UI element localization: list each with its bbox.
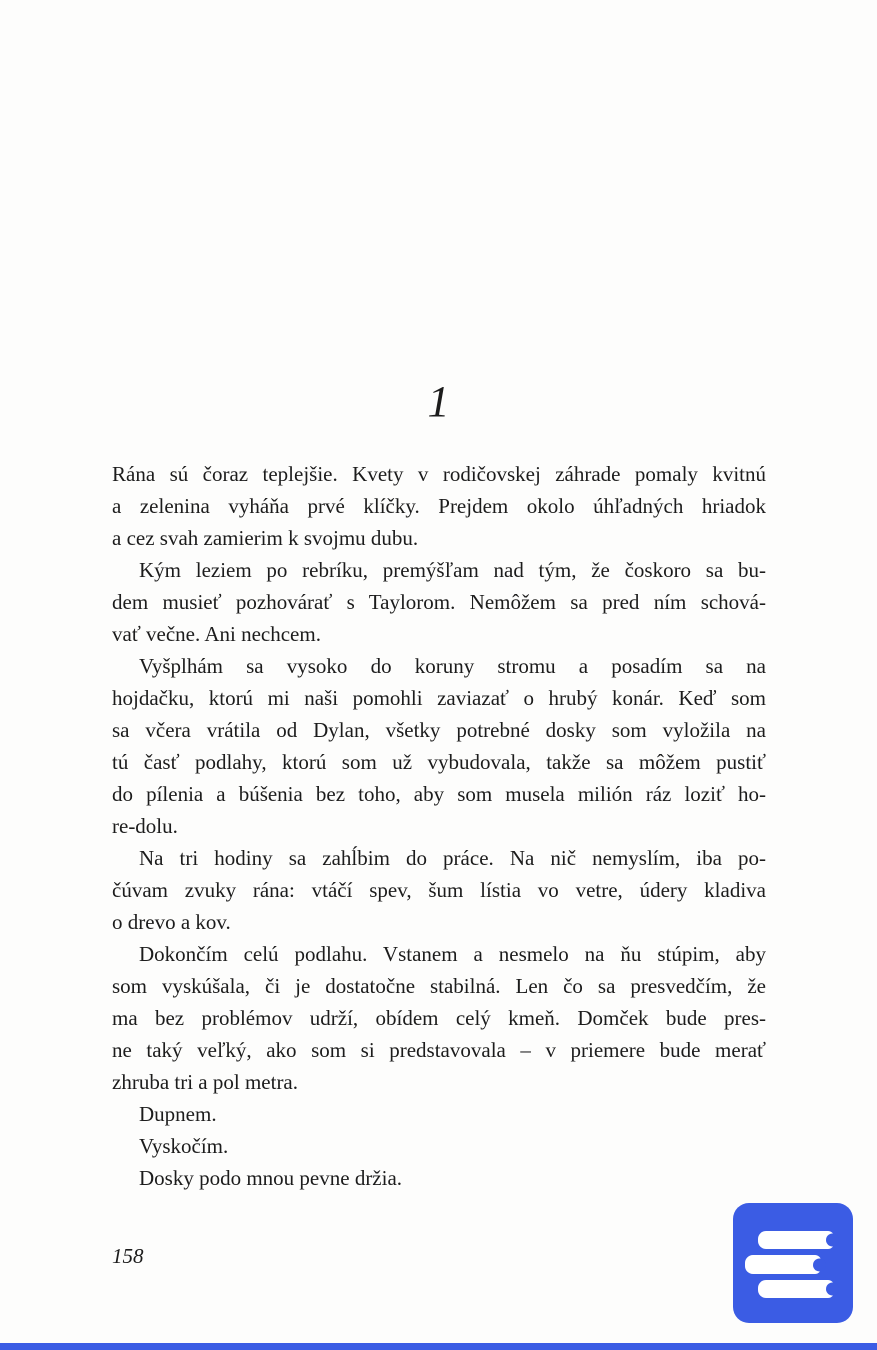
text-line: čúvam zvuky rána: vtáčí spev, šum lístia vo vetre, údery kladiva <box>112 878 766 902</box>
progress-bar <box>0 1343 877 1350</box>
text-line: Vyskočím. <box>139 1134 229 1158</box>
paragraph <box>112 650 766 842</box>
text-line: Dokončím celú podlahu. Vstanem a nesmelo na ňu stúpim, aby <box>139 942 766 966</box>
text-line: do pílenia a búšenia bez toho, aby som musela milión ráz loziť ho- <box>112 782 766 806</box>
text-line: Dupnem. <box>139 1102 217 1126</box>
publisher-logo[interactable] <box>733 1203 853 1323</box>
text-line: Dosky podo mnou pevne držia. <box>139 1166 403 1190</box>
paragraph <box>112 842 766 938</box>
text-line: ne taký veľký, ako som si predstavovala – v priemere bude merať <box>112 1038 766 1062</box>
paragraph <box>112 458 766 554</box>
text-line: o drevo a kov. <box>112 910 231 934</box>
text-line: re-dolu. <box>112 814 178 838</box>
text-line: Rána sú čoraz teplejšie. Kvety v rodičovskej záhrade pomaly kvitnú <box>112 462 766 486</box>
page-number: 158 <box>112 1244 144 1268</box>
paragraph <box>112 554 766 650</box>
text-line: a cez svah zamierim k svojmu dubu. <box>112 526 419 550</box>
paragraph <box>112 1162 766 1194</box>
text-line: Kým leziem po rebríku, premýšľam nad tým, že čoskoro sa bu- <box>139 558 766 582</box>
text-line: sa včera vrátila od Dylan, všetky potrebné dosky som vyložila na <box>112 718 766 742</box>
text-line: hojdačku, ktorú mi naši pomohli zaviazať o hrubý konár. Keď som <box>112 686 766 710</box>
text-line: som vyskúšala, či je dostatočne stabilná. Len čo sa presvedčím, že <box>112 974 766 998</box>
text-line: Vyšplhám sa vysoko do koruny stromu a posadím sa na <box>139 654 766 678</box>
books-stack-icon <box>745 1255 821 1274</box>
text-line: Na tri hodiny sa zahĺbim do práce. Na nič nemyslím, iba po- <box>139 846 766 870</box>
chapter-number: 1 <box>427 377 451 426</box>
books-stack-icon <box>758 1280 834 1298</box>
text-line: ma bez problémov udrží, obídem celý kmeň. Domček bude pres- <box>112 1006 766 1030</box>
paragraph <box>112 1130 766 1162</box>
text-line: tú časť podlahy, ktorú som už vybudovala, takže sa môžem pustiť <box>112 750 766 774</box>
body-text <box>112 458 766 1194</box>
paragraph <box>112 938 766 1098</box>
text-line: a zelenina vyháňa prvé klíčky. Prejdem okolo úhľadných hriadok <box>112 494 766 518</box>
text-line: vať večne. Ani nechcem. <box>112 622 321 646</box>
text-line: dem musieť pozhovárať s Taylorom. Nemôžem sa pred ním schová- <box>112 590 766 614</box>
paragraph <box>112 1098 766 1130</box>
books-stack-icon <box>758 1231 834 1249</box>
text-line: zhruba tri a pol metra. <box>112 1070 299 1094</box>
